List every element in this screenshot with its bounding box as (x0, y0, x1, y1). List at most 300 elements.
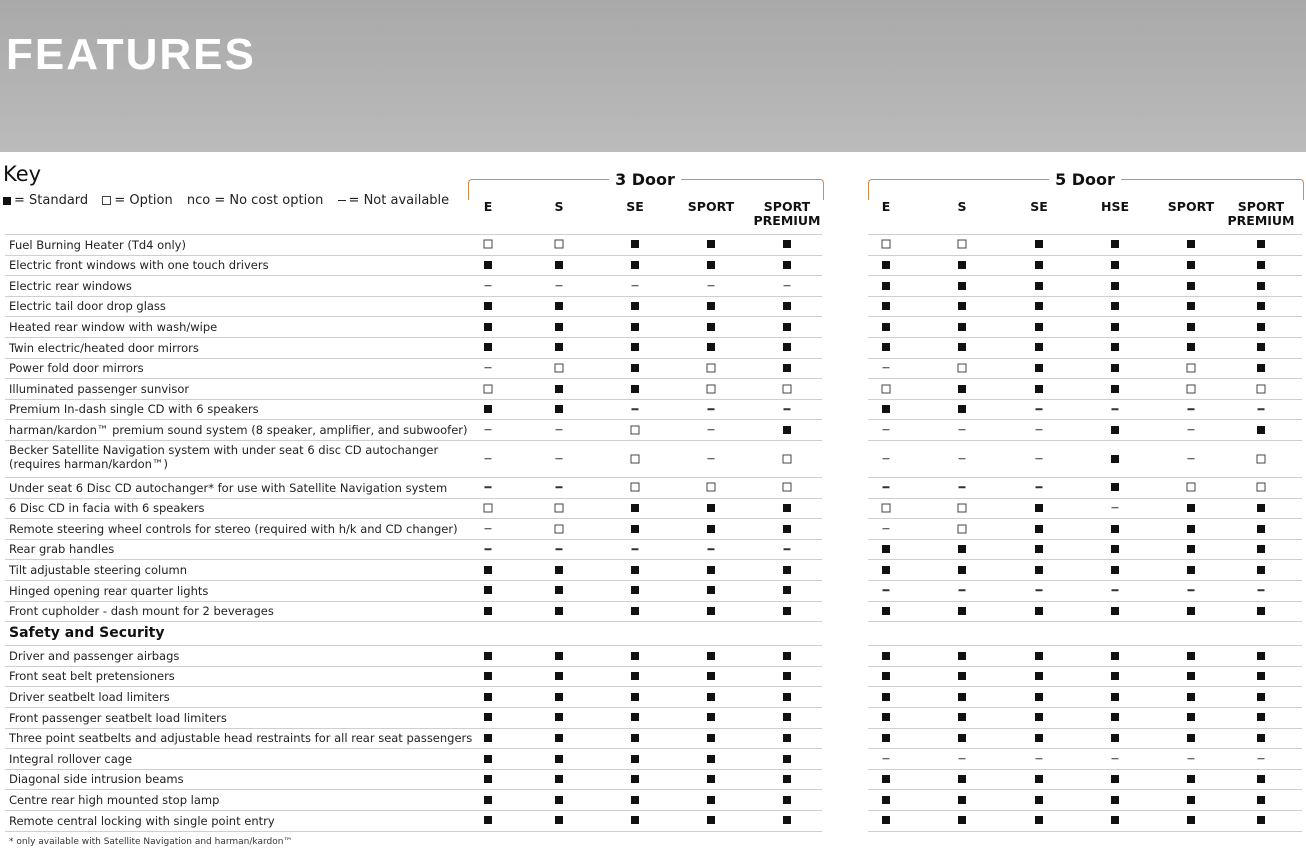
standard-filled-square-icon (631, 796, 639, 804)
row-divider (5, 645, 822, 646)
standard-filled-square-icon (1257, 504, 1265, 512)
not-available-dash-icon (1188, 590, 1195, 592)
row-divider (868, 518, 1302, 519)
standard-filled-square-icon (484, 734, 492, 742)
standard-filled-square-icon (1111, 775, 1119, 783)
row-divider (5, 255, 822, 256)
standard-filled-square-icon (783, 586, 791, 594)
standard-filled-square-icon (1187, 734, 1195, 742)
option-open-square-icon (958, 240, 967, 249)
not-available-dash-icon (959, 429, 966, 431)
standard-filled-square-icon (1257, 672, 1265, 680)
standard-filled-square-icon (631, 607, 639, 615)
group-label-1: 5 Door (1049, 170, 1121, 189)
standard-filled-square-icon (1257, 713, 1265, 721)
standard-filled-square-icon (958, 566, 966, 574)
option-open-square-icon (882, 503, 891, 512)
feature-label: Centre rear high mounted stop lamp (9, 792, 220, 807)
feature-label: Rear grab handles (9, 542, 115, 557)
standard-filled-square-icon (484, 693, 492, 701)
option-open-square-icon (555, 524, 564, 533)
standard-filled-square-icon (1035, 343, 1043, 351)
standard-filled-square-icon (1111, 652, 1119, 660)
dash-icon (338, 200, 346, 201)
not-available-dash-icon (1112, 590, 1119, 592)
standard-filled-square-icon (1187, 816, 1195, 824)
standard-filled-square-icon (707, 713, 715, 721)
standard-filled-square-icon (783, 261, 791, 269)
standard-filled-square-icon (1187, 545, 1195, 553)
standard-filled-square-icon (1187, 525, 1195, 533)
option-open-square-icon (882, 240, 891, 249)
not-available-dash-icon (959, 487, 966, 489)
option-open-square-icon (707, 384, 716, 393)
standard-filled-square-icon (707, 607, 715, 615)
standard-filled-square-icon (1035, 672, 1043, 680)
standard-filled-square-icon (631, 261, 639, 269)
standard-filled-square-icon (1111, 734, 1119, 742)
row-divider (5, 477, 822, 478)
option-open-square-icon (958, 524, 967, 533)
standard-filled-square-icon (631, 713, 639, 721)
option-open-square-icon (783, 483, 792, 492)
standard-filled-square-icon (1257, 240, 1265, 248)
column-header: S (554, 199, 564, 214)
standard-filled-square-icon (707, 566, 715, 574)
option-open-square-icon (1187, 363, 1196, 372)
standard-filled-square-icon (882, 343, 890, 351)
standard-filled-square-icon (1035, 240, 1043, 248)
standard-filled-square-icon (958, 672, 966, 680)
standard-filled-square-icon (1111, 343, 1119, 351)
row-divider (868, 275, 1302, 276)
standard-filled-square-icon (1187, 240, 1195, 248)
standard-filled-square-icon (484, 775, 492, 783)
row-divider (5, 789, 822, 790)
standard-filled-square-icon (1035, 693, 1043, 701)
option-open-square-icon (1187, 384, 1196, 393)
standard-filled-square-icon (1257, 426, 1265, 434)
standard-filled-square-icon (1187, 693, 1195, 701)
standard-filled-square-icon (555, 775, 563, 783)
standard-filled-square-icon (1035, 323, 1043, 331)
standard-filled-square-icon (1111, 607, 1119, 615)
feature-label: Front cupholder - dash mount for 2 beverages (9, 604, 274, 619)
standard-filled-square-icon (1035, 816, 1043, 824)
standard-filled-square-icon (1111, 323, 1119, 331)
standard-filled-square-icon (1257, 734, 1265, 742)
option-open-square-icon (783, 454, 792, 463)
standard-filled-square-icon (707, 672, 715, 680)
standard-filled-square-icon (1187, 282, 1195, 290)
row-divider (868, 316, 1302, 317)
standard-filled-square-icon (882, 775, 890, 783)
standard-filled-square-icon (783, 672, 791, 680)
row-divider (5, 621, 822, 622)
option-open-square-icon (555, 363, 564, 372)
standard-filled-square-icon (1111, 713, 1119, 721)
row-divider (868, 559, 1302, 560)
column-header: S (957, 199, 967, 214)
standard-filled-square-icon (1257, 566, 1265, 574)
standard-filled-square-icon (484, 607, 492, 615)
standard-filled-square-icon (1257, 261, 1265, 269)
standard-filled-square-icon (1257, 323, 1265, 331)
not-available-dash-icon (1258, 590, 1265, 592)
not-available-dash-icon (1188, 408, 1195, 410)
column-header: SPORT PREMIUM (753, 199, 821, 228)
row-divider (5, 559, 822, 560)
standard-filled-square-icon (958, 323, 966, 331)
not-available-dash-icon (485, 548, 492, 550)
standard-filled-square-icon (958, 693, 966, 701)
column-header: SPORT (1167, 199, 1215, 214)
standard-filled-square-icon (958, 713, 966, 721)
standard-filled-square-icon (707, 504, 715, 512)
standard-filled-square-icon (783, 652, 791, 660)
row-divider (868, 337, 1302, 338)
standard-filled-square-icon (707, 302, 715, 310)
standard-filled-square-icon (631, 323, 639, 331)
option-open-square-icon (1257, 384, 1266, 393)
standard-filled-square-icon (958, 796, 966, 804)
option-open-square-icon (484, 503, 493, 512)
standard-filled-square-icon (631, 775, 639, 783)
option-open-square-icon (484, 384, 493, 393)
option-square-icon (102, 196, 111, 205)
not-available-dash-icon (556, 429, 563, 431)
standard-filled-square-icon (555, 586, 563, 594)
column-header: SPORT PREMIUM (1227, 199, 1295, 228)
standard-filled-square-icon (1257, 364, 1265, 372)
legend-option: = Option (102, 193, 172, 208)
standard-filled-square-icon (484, 755, 492, 763)
row-divider (868, 255, 1302, 256)
row-divider (868, 645, 1302, 646)
standard-filled-square-icon (1035, 504, 1043, 512)
not-available-dash-icon (1036, 458, 1043, 460)
standard-filled-square-icon (631, 504, 639, 512)
feature-label: Heated rear window with wash/wipe (9, 319, 218, 334)
standard-filled-square-icon (1187, 652, 1195, 660)
feature-label: Tilt adjustable steering column (9, 562, 187, 577)
feature-label: Remote steering wheel controls for stereo (required with h/k and CD changer) (9, 521, 458, 536)
legend-not-available: = Not available (338, 193, 450, 208)
not-available-dash-icon (556, 285, 563, 287)
standard-filled-square-icon (555, 713, 563, 721)
standard-filled-square-icon (555, 672, 563, 680)
standard-filled-square-icon (1035, 302, 1043, 310)
standard-filled-square-icon (1111, 816, 1119, 824)
not-available-dash-icon (556, 548, 563, 550)
row-divider (5, 810, 822, 811)
row-divider (5, 337, 822, 338)
column-header: E (483, 199, 493, 214)
standard-filled-square-icon (783, 504, 791, 512)
row-divider (868, 498, 1302, 499)
not-available-dash-icon (1036, 408, 1043, 410)
standard-filled-square-icon (1257, 302, 1265, 310)
feature-label: Integral rollover cage (9, 751, 133, 766)
column-header: E (881, 199, 891, 214)
standard-filled-square-icon (783, 566, 791, 574)
row-divider (868, 296, 1302, 297)
row-divider (868, 769, 1302, 770)
standard-filled-square-icon (1111, 364, 1119, 372)
standard-filled-square-icon (958, 775, 966, 783)
standard-filled-square-icon (707, 586, 715, 594)
not-available-dash-icon (959, 458, 966, 460)
standard-filled-square-icon (783, 240, 791, 248)
row-divider (868, 789, 1302, 790)
feature-label: Becker Satellite Navigation system with under seat 6 disc CD autochanger (requires harman/kardon™) (9, 443, 439, 471)
feature-label: Hinged opening rear quarter lights (9, 583, 209, 598)
row-divider (5, 539, 822, 540)
standard-filled-square-icon (1035, 385, 1043, 393)
row-divider (868, 440, 1302, 441)
standard-filled-square-icon (1187, 302, 1195, 310)
standard-filled-square-icon (555, 796, 563, 804)
row-divider (868, 666, 1302, 667)
standard-filled-square-icon (1111, 672, 1119, 680)
standard-filled-square-icon (783, 323, 791, 331)
standard-filled-square-icon (555, 343, 563, 351)
standard-filled-square-icon (555, 385, 563, 393)
standard-filled-square-icon (783, 302, 791, 310)
row-divider (5, 769, 822, 770)
row-divider (5, 666, 822, 667)
standard-filled-square-icon (783, 796, 791, 804)
feature-label: Driver and passenger airbags (9, 648, 180, 663)
standard-filled-square-icon (484, 713, 492, 721)
not-available-dash-icon (485, 458, 492, 460)
standard-filled-square-icon (1111, 240, 1119, 248)
standard-filled-square-icon (1035, 261, 1043, 269)
group-label-0: 3 Door (609, 170, 681, 189)
row-divider (5, 498, 822, 499)
option-open-square-icon (958, 363, 967, 372)
standard-filled-square-icon (1111, 796, 1119, 804)
row-divider (868, 810, 1302, 811)
standard-filled-square-icon (555, 607, 563, 615)
option-open-square-icon (707, 483, 716, 492)
not-available-dash-icon (784, 408, 791, 410)
feature-label: Diagonal side intrusion beams (9, 772, 184, 787)
standard-filled-square-icon (707, 323, 715, 331)
standard-filled-square-icon (631, 364, 639, 372)
standard-filled-square-icon (1187, 713, 1195, 721)
standard-filled-square-icon (958, 261, 966, 269)
feature-label: harman/kardon™ premium sound system (8 speaker, amplifier, and subwoofer) (9, 422, 468, 437)
standard-filled-square-icon (555, 405, 563, 413)
standard-filled-square-icon (882, 693, 890, 701)
not-available-dash-icon (708, 429, 715, 431)
row-divider (868, 539, 1302, 540)
row-divider (5, 831, 822, 832)
page-title: FEATURES (6, 30, 256, 79)
standard-filled-square-icon (631, 385, 639, 393)
standard-filled-square-icon (1111, 566, 1119, 574)
option-open-square-icon (958, 503, 967, 512)
option-open-square-icon (1257, 454, 1266, 463)
standard-filled-square-icon (631, 652, 639, 660)
standard-filled-square-icon (958, 816, 966, 824)
not-available-dash-icon (883, 590, 890, 592)
not-available-dash-icon (883, 458, 890, 460)
row-divider (868, 831, 1302, 832)
key-title: Key (3, 162, 42, 186)
not-available-dash-icon (485, 367, 492, 369)
standard-filled-square-icon (1035, 282, 1043, 290)
not-available-dash-icon (632, 285, 639, 287)
standard-filled-square-icon (631, 816, 639, 824)
standard-filled-square-icon (1111, 282, 1119, 290)
feature-label: Electric tail door drop glass (9, 299, 166, 314)
standard-filled-square-icon (1035, 775, 1043, 783)
standard-filled-square-icon (1035, 713, 1043, 721)
not-available-dash-icon (1036, 429, 1043, 431)
standard-filled-square-icon (1035, 734, 1043, 742)
standard-filled-square-icon (1111, 483, 1119, 491)
standard-filled-square-icon (1111, 426, 1119, 434)
option-open-square-icon (783, 384, 792, 393)
row-divider (868, 477, 1302, 478)
standard-filled-square-icon (882, 282, 890, 290)
standard-filled-square-icon (783, 713, 791, 721)
row-divider (5, 686, 822, 687)
not-available-dash-icon (485, 487, 492, 489)
option-open-square-icon (631, 425, 640, 434)
row-divider (868, 378, 1302, 379)
feature-label: Twin electric/heated door mirrors (9, 340, 199, 355)
standard-filled-square-icon (882, 545, 890, 553)
option-open-square-icon (631, 483, 640, 492)
standard-filled-square-icon (484, 343, 492, 351)
not-available-dash-icon (784, 548, 791, 550)
row-divider (5, 580, 822, 581)
row-divider (868, 601, 1302, 602)
standard-filled-square-icon (783, 693, 791, 701)
not-available-dash-icon (556, 458, 563, 460)
feature-label: Three point seatbelts and adjustable head restraints for all rear seat passengers (9, 731, 473, 746)
standard-filled-square-icon (484, 586, 492, 594)
standard-filled-square-icon (631, 302, 639, 310)
standard-filled-square-icon (1257, 607, 1265, 615)
column-header: SE (626, 199, 644, 214)
feature-label: Power fold door mirrors (9, 361, 144, 376)
row-divider (868, 358, 1302, 359)
option-open-square-icon (631, 454, 640, 463)
feature-label: Front seat belt pretensioners (9, 669, 175, 684)
not-available-dash-icon (708, 548, 715, 550)
standard-filled-square-icon (1187, 672, 1195, 680)
row-divider (868, 728, 1302, 729)
standard-filled-square-icon (1111, 693, 1119, 701)
row-divider (5, 728, 822, 729)
standard-filled-square-icon (1035, 364, 1043, 372)
standard-filled-square-icon (1187, 607, 1195, 615)
standard-filled-square-icon (484, 816, 492, 824)
standard-filled-square-icon (484, 405, 492, 413)
option-open-square-icon (1187, 483, 1196, 492)
feature-label: 6 Disc CD in facia with 6 speakers (9, 501, 205, 516)
row-divider (5, 316, 822, 317)
standard-filled-square-icon (707, 652, 715, 660)
feature-label: Electric front windows with one touch drivers (9, 258, 269, 273)
row-divider (5, 399, 822, 400)
row-divider (5, 419, 822, 420)
feature-label: Electric rear windows (9, 278, 132, 293)
standard-filled-square-icon (555, 734, 563, 742)
option-open-square-icon (555, 240, 564, 249)
standard-filled-square-icon (958, 405, 966, 413)
standard-filled-square-icon (707, 796, 715, 804)
row-divider (5, 707, 822, 708)
standard-filled-square-icon (707, 343, 715, 351)
standard-filled-square-icon (1257, 652, 1265, 660)
row-divider (5, 358, 822, 359)
standard-filled-square-icon (882, 713, 890, 721)
not-available-dash-icon (1188, 458, 1195, 460)
standard-filled-square-icon (707, 240, 715, 248)
row-divider (5, 748, 822, 749)
standard-filled-square-icon (1111, 525, 1119, 533)
standard-filled-square-icon (707, 816, 715, 824)
row-divider (5, 440, 822, 441)
option-open-square-icon (484, 240, 493, 249)
standard-filled-square-icon (958, 734, 966, 742)
row-divider (5, 378, 822, 379)
standard-filled-square-icon (1257, 343, 1265, 351)
standard-filled-square-icon (958, 282, 966, 290)
standard-filled-square-icon (882, 796, 890, 804)
standard-filled-square-icon (882, 652, 890, 660)
standard-filled-square-icon (555, 816, 563, 824)
standard-filled-square-icon (1035, 607, 1043, 615)
standard-filled-square-icon (882, 816, 890, 824)
standard-filled-square-icon (484, 566, 492, 574)
standard-filled-square-icon (1187, 775, 1195, 783)
not-available-dash-icon (485, 429, 492, 431)
feature-label: Illuminated passenger sunvisor (9, 381, 190, 396)
not-available-dash-icon (784, 285, 791, 287)
standard-filled-square-icon (631, 734, 639, 742)
row-divider (868, 419, 1302, 420)
standard-filled-square-icon (555, 693, 563, 701)
standard-filled-square-icon (783, 607, 791, 615)
standard-filled-square-icon (1187, 566, 1195, 574)
standard-filled-square-icon (1035, 566, 1043, 574)
feature-label: Fuel Burning Heater (Td4 only) (9, 237, 186, 252)
standard-filled-square-icon (1257, 525, 1265, 533)
column-header: SE (1030, 199, 1048, 214)
row-divider (5, 296, 822, 297)
standard-filled-square-icon (707, 755, 715, 763)
standard-filled-square-icon (484, 652, 492, 660)
not-available-dash-icon (1036, 758, 1043, 760)
standard-filled-square-icon (783, 734, 791, 742)
standard-filled-square-icon (882, 672, 890, 680)
not-available-dash-icon (1188, 758, 1195, 760)
not-available-dash-icon (1112, 758, 1119, 760)
standard-filled-square-icon (707, 775, 715, 783)
standard-filled-square-icon (1111, 385, 1119, 393)
row-divider (868, 621, 1302, 622)
standard-filled-square-icon (1187, 323, 1195, 331)
standard-filled-square-icon (484, 796, 492, 804)
standard-filled-square-icon (882, 405, 890, 413)
standard-filled-square-icon (484, 323, 492, 331)
